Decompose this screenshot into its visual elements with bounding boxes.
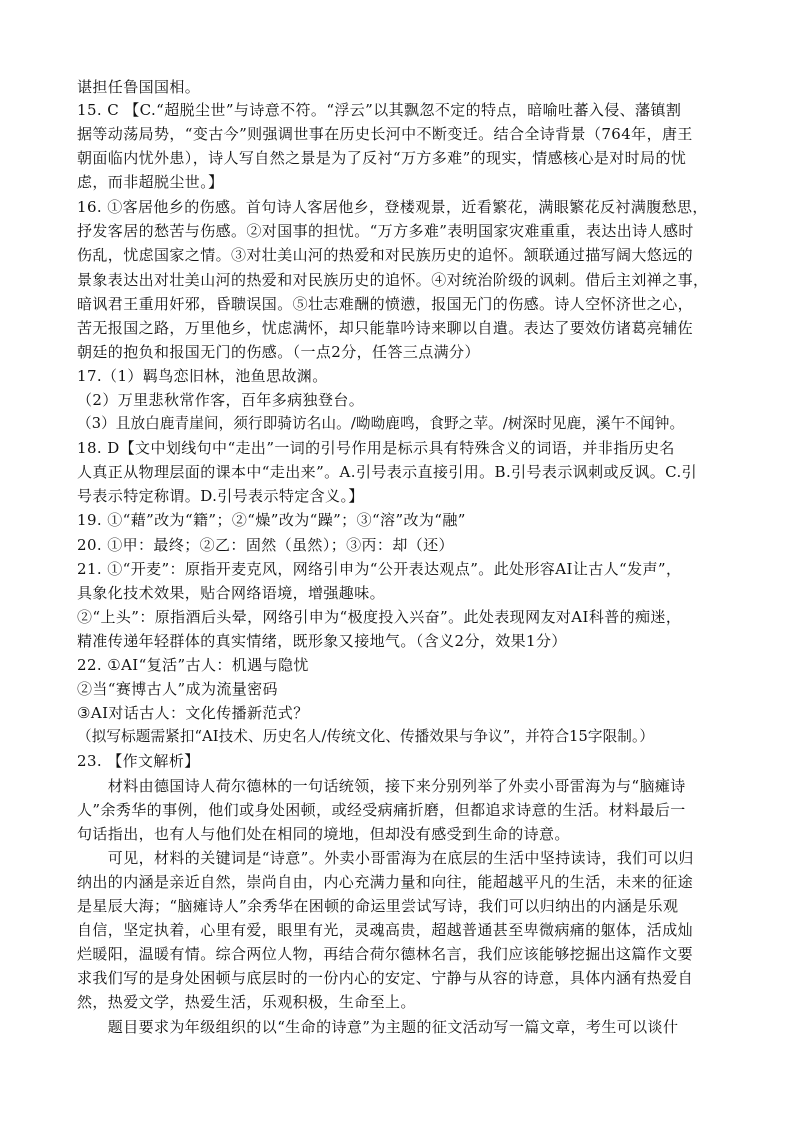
text-line: （2）万里悲秋常作客，百年多病独登台。 [77, 391, 365, 409]
text-line: 朝廷的抱负和报国无门的伤感。（一点2分，任答三点满分） [77, 343, 480, 361]
text-line: ②当“赛博古人”成为流量密码 [77, 680, 278, 698]
text-line: 纳出的内涵是亲近自然，崇尚自由，内心充满力量和向往，能超越平凡的生活，未来的征途 [77, 873, 694, 891]
text-line: 15. C 【C.“超脱尘世”与诗意不符。“浮云”以其飘忽不定的特点，暗喻吐蕃入侵、藩镇割 [77, 101, 682, 119]
text-line: ②“上头”：原指酒后头晕，网络引申为“极度投入兴奋”。此处表现网友对AI科普的痴迷， [77, 608, 682, 626]
text-line: 人”余秀华的事例，他们或身处困顿，或经受病痛折磨，但都追求诗意的生活。材料最后一 [77, 801, 686, 819]
text-line: 苦无报国之路，万里他乡，忧虑满怀，却只能靠吟诗来聊以自遣。表达了要效仿诸葛亮辅佐 [77, 319, 694, 337]
text-line: 句话指出，也有人与他们处在相同的境地，但却没有感受到生命的诗意。 [77, 825, 570, 843]
text-line: 烂暖阳，温暖有情。综合两位人物，再结合荷尔德林名言，我们应该能够挖掘出这篇作文要 [77, 945, 694, 963]
text-line: （3）且放白鹿青崖间，须行即骑访名山。/呦呦鹿鸣，食野之苹。/树深时见鹿，溪午不闻钟。 [77, 415, 685, 432]
text-line: 求我们写的是身处困顿与底层时的一份内心的安定、宁静与从容的诗意，具体内涵有热爱自 [77, 969, 694, 987]
text-line: 抒发客居的愁苦与伤感。②对国事的担忧。“万方多难”表明国家灾难重重，表达出诗人感时 [77, 222, 694, 240]
text-line: 人真正从物理层面的课本中“走出来”。A.引号表示直接引用。B.引号表示讽刺或反讽。C.引 [77, 463, 698, 481]
text-line: 号表示特定称谓。D.引号表示特定含义。】 [77, 487, 364, 505]
text-line: 朝面临内忧外患），诗人写自然之景是为了反衬“万方多难”的现实，情感核心是对时局的忧 [77, 149, 687, 167]
text-line: （拟写标题需紧扣“AI技术、历史名人/传统文化、传播效果与争议”，并符合15字限制。） [77, 728, 655, 745]
text-line: 虑，而非超脱尘世。】 [77, 173, 224, 191]
text-line: 题目要求为年级组织的以“生命的诗意”为主题的征文活动写一篇文章，考生可以谈什 [77, 1018, 679, 1036]
text-line: 23. 【作文解析】 [77, 752, 200, 770]
text-line: 材料由德国诗人荷尔德林的一句话统领，接下来分别列举了外卖小哥雷海为与“脑瘫诗 [77, 777, 686, 795]
text-line: 据等动荡局势，“变古今”则强调世事在历史长河中不断变迁。结合全诗背景（764年，唐王 [77, 125, 693, 143]
text-line: ③AI对话古人：文化传播新范式？ [77, 704, 309, 722]
text-line: 17.（1）羁鸟恋旧林，池鱼思故渊。 [77, 367, 328, 385]
text-line: 19. ①“藉”改为“籍”；②“燥”改为“躁”；③“溶”改为“融” [77, 511, 466, 529]
text-line: 具象化技术效果，贴合网络语境，增强趣味。 [77, 584, 386, 602]
text-line: 暗讽君王重用奸邪，昏聩误国。⑤壮志难酬的愤懑，报国无门的伤感。诗人空怀济世之心， [77, 295, 694, 313]
text-line: 20. ①甲：最终；②乙：固然（虽然）；③丙：却（还） [77, 536, 454, 554]
text-line: 景象表达出对壮美山河的热爱和对民族历史的追怀。④对统治阶级的讽刺。借后主刘禅之事， [77, 271, 709, 289]
text-line: 伤乱，忧虑国家之情。③对壮美山河的热爱和对民族历史的追怀。颔联通过描写阔大悠远的 [77, 246, 694, 264]
text-line: 22. ①AI“复活”古人：机遇与隐忧 [77, 656, 309, 674]
text-line: 是星辰大海；“脑瘫诗人”余秀华在困顿的命运里尝试写诗，我们可以归纳出的内涵是乐观 [77, 897, 679, 915]
text-line: 谌担任鲁国国相。 [77, 78, 201, 96]
text-line: 16. ①客居他乡的伤感。首句诗人客居他乡，登楼观景，近看繁花，满眼繁花反衬满腹愁思， [77, 198, 708, 216]
text-line: 精准传递年轻群体的真实情绪，既形象又接地气。（含义2分，效果1分） [77, 632, 567, 650]
text-line: 可见，材料的关键词是“诗意”。外卖小哥雷海为在底层的生活中坚持读诗，我们可以归 [77, 849, 694, 867]
text-line: 然，热爱文学，热爱生活，乐观积极，生命至上。 [77, 993, 416, 1011]
text-line: 21. ①“开麦”：原指开麦克风，网络引申为“公开表达观点”。此处形容AI让古人“发声”， [77, 560, 682, 578]
text-line: 自信，坚定执着，心里有爱，眼里有光，灵魂高贵，超越普通甚至卑微病痛的躯体，活成灿 [77, 921, 694, 939]
text-line: 18. D【文中划线句中“走出”一词的引号作用是标示具有特殊含义的词语，并非指历史名 [77, 439, 675, 457]
